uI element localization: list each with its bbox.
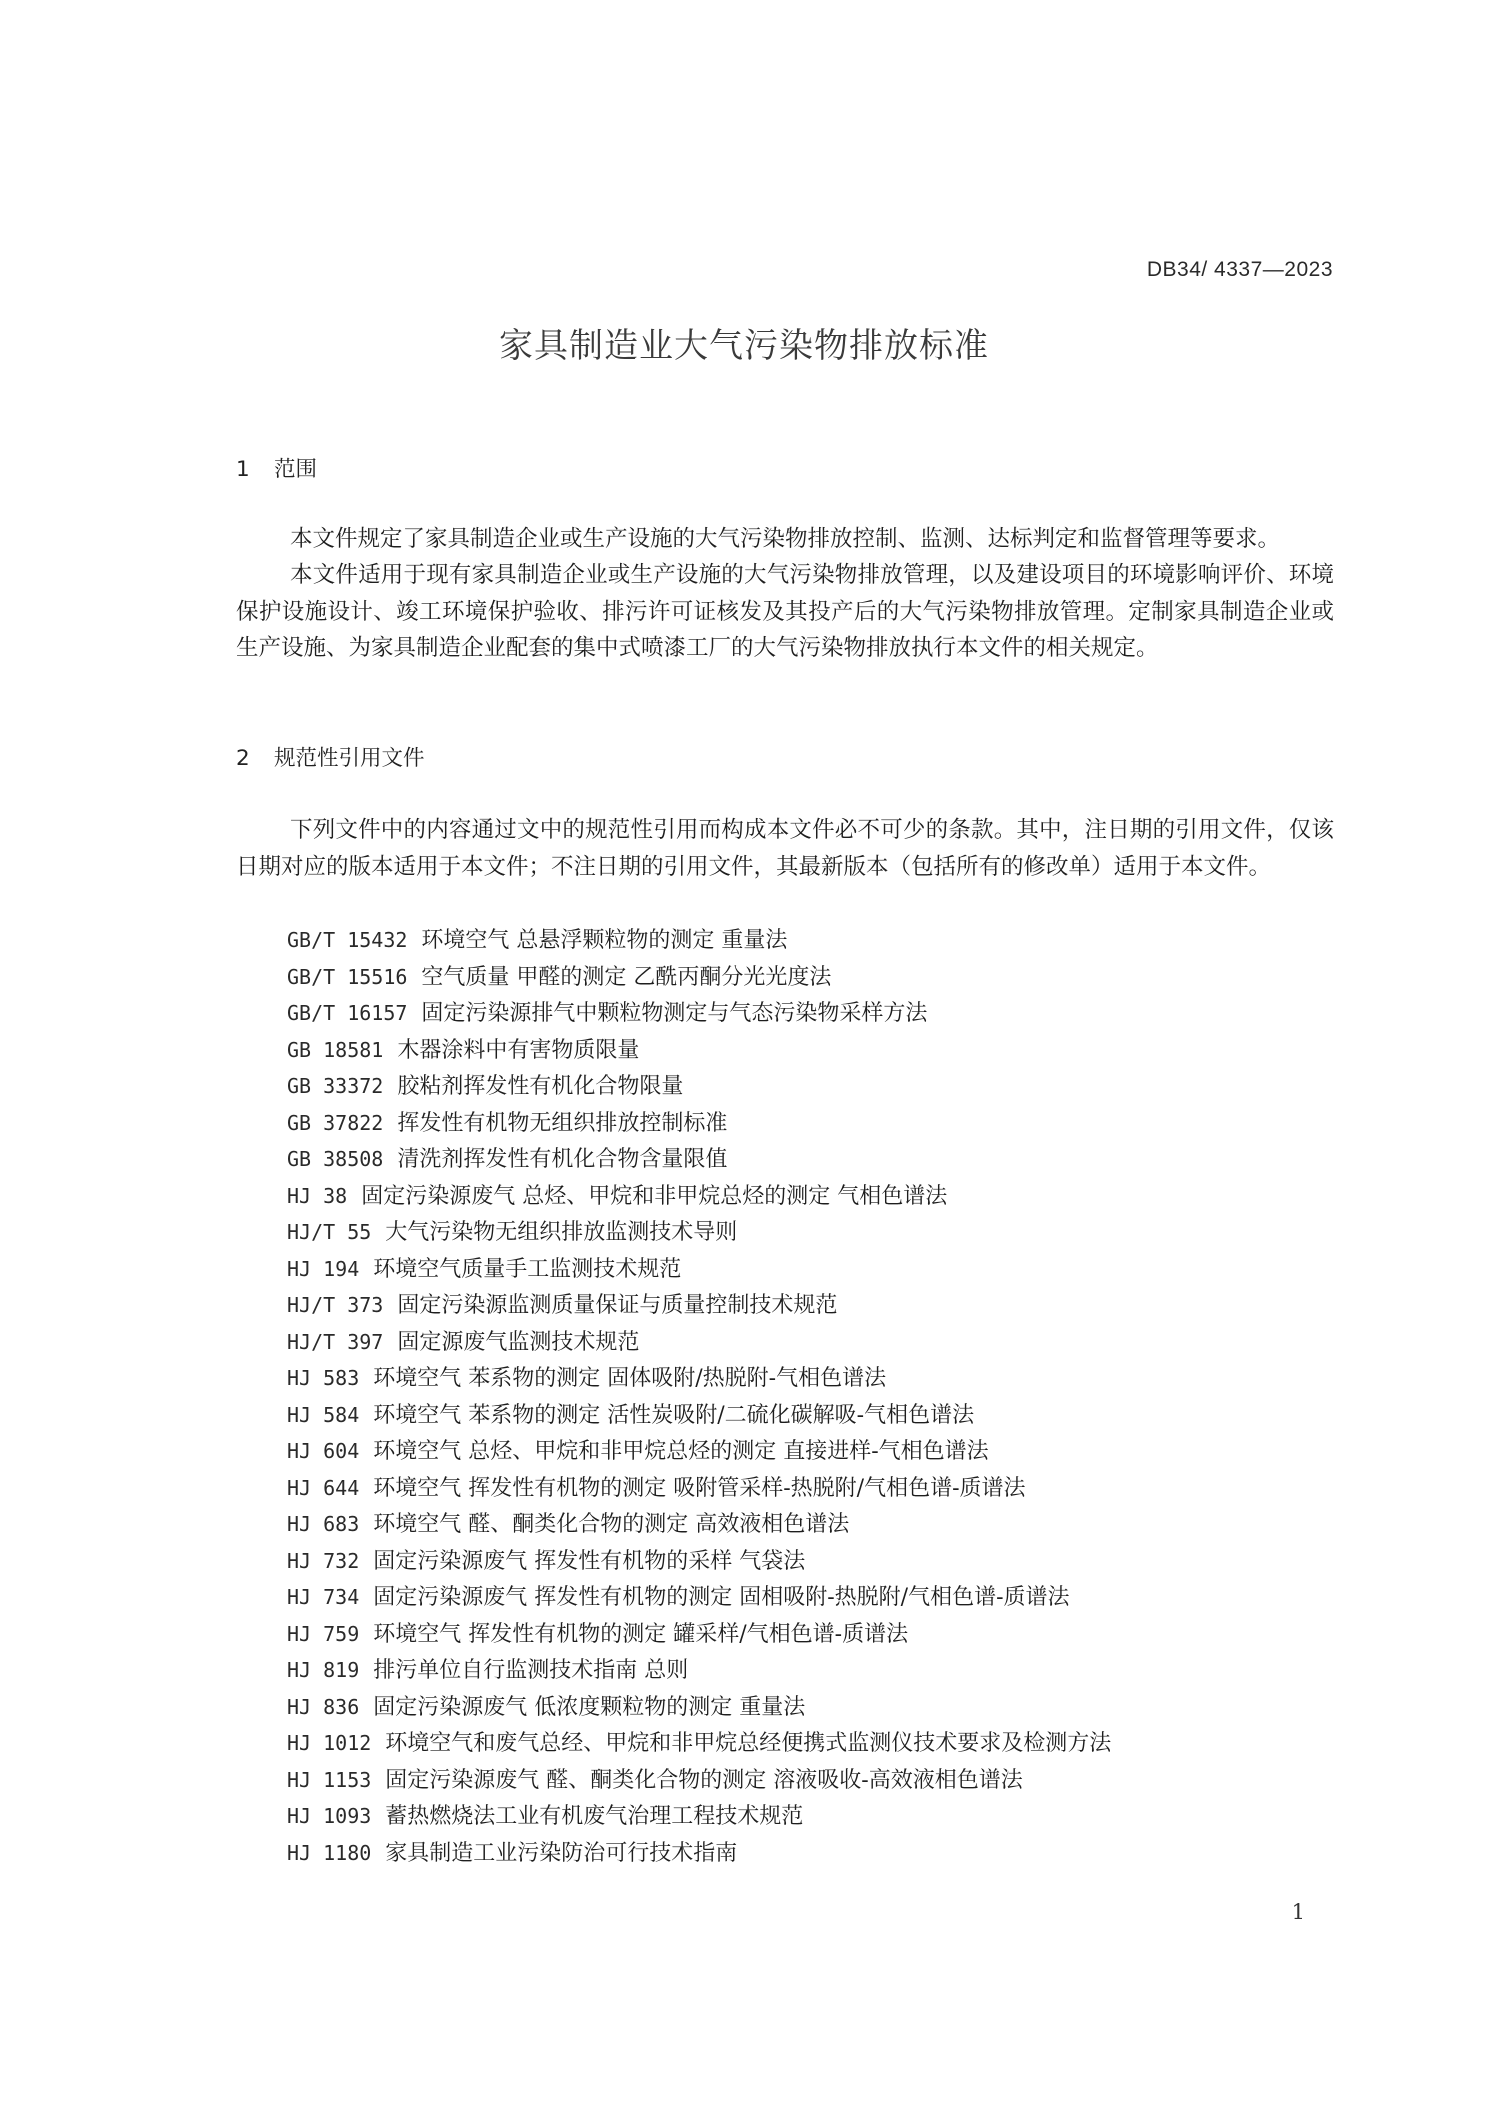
section-2-title: 规范性引用文件 — [274, 746, 425, 771]
reference-title: 清洗剂挥发性有机化合物含量限值 — [397, 1147, 728, 1172]
reference-code: HJ 584 — [287, 1402, 360, 1427]
reference-title: 环境空气 总悬浮颗粒物的测定 重量法 — [421, 928, 788, 953]
reference-item — [287, 1725, 1111, 1762]
reference-item — [287, 1762, 1111, 1799]
reference-title: 环境空气 醛、酮类化合物的测定 高效液相色谱法 — [373, 1512, 850, 1537]
section-1-paragraph-1: 本文件规定了家具制造企业或生产设施的大气污染物排放控制、监测、达标判定和监督管理等要求。 — [290, 526, 1281, 552]
reference-item — [287, 1470, 1111, 1507]
reference-item — [287, 1251, 1111, 1288]
reference-title: 固定污染源废气 挥发性有机物的测定 固相吸附-热脱附/气相色谱-质谱法 — [373, 1585, 1070, 1610]
reference-item — [287, 1105, 1111, 1142]
reference-code: HJ 1012 — [287, 1731, 372, 1755]
reference-title: 木器涂料中有害物质限量 — [397, 1037, 640, 1063]
reference-title: 环境空气 苯系物的测定 固体吸附/热脱附-气相色谱法 — [373, 1366, 887, 1391]
reference-title: 环境空气和废气总经、甲烷和非甲烷总经便携式监测仪技术要求及检测方法 — [385, 1731, 1112, 1756]
reference-title: 蓄热燃烧法工业有机废气治理工程技术规范 — [385, 1804, 804, 1829]
reference-item — [287, 1141, 1111, 1178]
reference-item — [287, 1652, 1111, 1689]
reference-title: 固定污染源排气中颗粒物测定与气态污染物采样方法 — [421, 1001, 928, 1026]
reference-item — [287, 1543, 1111, 1580]
reference-title: 环境空气质量手工监测技术规范 — [373, 1256, 682, 1282]
reference-title: 固定污染源废气 挥发性有机物的采样 气袋法 — [373, 1548, 806, 1574]
section-1-heading — [236, 452, 317, 483]
reference-item — [287, 1360, 1111, 1397]
reference-item — [287, 1324, 1111, 1361]
reference-code: GB/T 15432 — [287, 928, 408, 952]
reference-item — [287, 1616, 1111, 1653]
reference-code: HJ 194 — [287, 1256, 360, 1281]
reference-title: 固定源废气监测技术规范 — [397, 1329, 640, 1355]
reference-item — [287, 1178, 1111, 1215]
reference-title: 排污单位自行监测技术指南 总则 — [373, 1658, 689, 1683]
reference-code: GB 37822 — [287, 1110, 384, 1135]
reference-title: 固定污染源废气 低浓度颗粒物的测定 重量法 — [373, 1694, 806, 1720]
section-2-heading — [236, 741, 425, 772]
reference-item — [287, 995, 1111, 1032]
reference-code: HJ 683 — [287, 1512, 360, 1536]
reference-list — [287, 922, 1111, 1871]
reference-code: HJ 759 — [287, 1621, 360, 1646]
reference-item — [287, 1214, 1111, 1251]
reference-code: HJ 836 — [287, 1694, 360, 1719]
reference-item — [287, 1433, 1111, 1470]
reference-item — [287, 1579, 1111, 1616]
reference-item — [287, 1835, 1111, 1872]
reference-item — [287, 922, 1111, 959]
reference-title: 挥发性有机物无组织排放控制标准 — [397, 1110, 728, 1136]
reference-code: HJ 819 — [287, 1658, 360, 1682]
reference-title: 环境空气 苯系物的测定 活性炭吸附/二硫化碳解吸-气相色谱法 — [373, 1402, 975, 1428]
reference-title: 环境空气 挥发性有机物的测定 吸附管采样-热脱附/气相色谱-质谱法 — [373, 1475, 1026, 1501]
reference-code: GB 33372 — [287, 1074, 384, 1098]
reference-code: GB/T 16157 — [287, 1001, 408, 1025]
section-1-paragraph-2: 本文件适用于现有家具制造企业或生产设施的大气污染物排放管理，以及建设项目的环境影响评价、环境保护设施设计、竣工环境保护验收、排污许可证核发及其投产后的大气污染物排放管理。定制家具制造企业或生产设施、为家具制造企业配套的集中式喷漆工厂的大气污染物排放执行本文件的相关规定。 — [236, 562, 1334, 661]
reference-code: HJ 732 — [287, 1548, 360, 1573]
reference-code: HJ/T 397 — [287, 1329, 384, 1354]
reference-code: HJ 38 — [287, 1183, 348, 1208]
reference-title: 环境空气 总烃、甲烷和非甲烷总烃的测定 直接进样-气相色谱法 — [373, 1439, 989, 1464]
section-2-number: 2 — [236, 746, 250, 771]
reference-item — [287, 1506, 1111, 1543]
section-1-number: 1 — [236, 457, 250, 482]
reference-code: HJ 583 — [287, 1366, 360, 1390]
reference-item — [287, 959, 1111, 996]
reference-item — [287, 1689, 1111, 1726]
reference-title: 大气污染物无组织排放监测技术导则 — [385, 1220, 738, 1245]
reference-code: HJ/T 373 — [287, 1293, 384, 1317]
reference-code: HJ 734 — [287, 1585, 360, 1609]
reference-item — [287, 1287, 1111, 1324]
reference-code: GB/T 15516 — [287, 964, 408, 989]
page-number: 1 — [1291, 1900, 1305, 1924]
reference-code: HJ 604 — [287, 1439, 360, 1463]
reference-title: 环境空气 挥发性有机物的测定 罐采样/气相色谱-质谱法 — [373, 1621, 909, 1647]
reference-title: 胶粘剂挥发性有机化合物限量 — [397, 1074, 684, 1099]
section-1-title: 范围 — [274, 457, 318, 482]
document-code: DB34/ 4337—2023 — [1146, 258, 1333, 281]
reference-code: HJ 1093 — [287, 1804, 372, 1828]
reference-item — [287, 1798, 1111, 1835]
reference-code: HJ/T 55 — [287, 1220, 372, 1244]
section-2-intro: 下列文件中的内容通过文中的规范性引用而构成本文件必不可少的条款。其中，注日期的引用文件，仅该日期对应的版本适用于本文件；不注日期的引用文件，其最新版本（包括所有的修改单）适用于本文件。 — [236, 817, 1334, 880]
reference-item — [287, 1397, 1111, 1434]
reference-title: 固定污染源废气 醛、酮类化合物的测定 溶液吸收-高效液相色谱法 — [385, 1767, 1023, 1793]
document-title: 家具制造业大气污染物排放标准 — [499, 326, 989, 366]
reference-code: GB 38508 — [287, 1147, 384, 1171]
reference-title: 固定污染源监测质量保证与质量控制技术规范 — [397, 1293, 838, 1318]
reference-code: HJ 1153 — [287, 1767, 372, 1792]
reference-item — [287, 1068, 1111, 1105]
reference-title: 固定污染源废气 总烃、甲烷和非甲烷总烃的测定 气相色谱法 — [361, 1183, 948, 1209]
reference-code: HJ 1180 — [287, 1840, 372, 1865]
reference-item — [287, 1032, 1111, 1069]
reference-code: GB 18581 — [287, 1037, 384, 1062]
reference-title: 空气质量 甲醛的测定 乙酰丙酮分光光度法 — [421, 964, 832, 990]
reference-title: 家具制造工业污染防治可行技术指南 — [385, 1840, 738, 1866]
reference-code: HJ 644 — [287, 1475, 360, 1500]
